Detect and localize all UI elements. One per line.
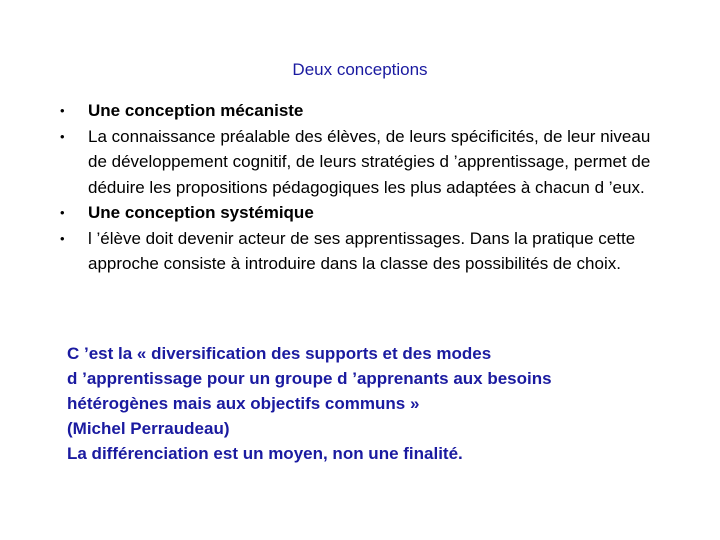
bullet-icon: • — [60, 128, 65, 144]
quote-line: C ’est la « diversification des supports et des modes — [67, 344, 492, 363]
bullet-icon: • — [60, 103, 65, 118]
bullet-icon: • — [60, 230, 65, 246]
bullet-item-eleve — [60, 226, 670, 277]
quote-line: hétérogènes mais aux objectifs communs » — [67, 394, 420, 413]
quote-block — [67, 341, 687, 466]
quote-author: (Michel Perraudeau) — [67, 419, 230, 438]
bullet-icon: • — [60, 205, 65, 220]
bullet-text: Une conception mécaniste — [88, 101, 304, 120]
bullet-list — [60, 98, 670, 277]
bullet-item-mecaniste — [60, 98, 670, 124]
bullet-text: l ’élève doit devenir acteur de ses apprentissages. Dans la pratique cette approche consiste à introduire dans la classe des possibilités de choix. — [88, 228, 636, 273]
quote-conclusion: La différenciation est un moyen, non une finalité. — [67, 444, 463, 463]
bullet-text: Une conception systémique — [88, 203, 314, 222]
slide-title: Deux conceptions — [292, 60, 428, 79]
quote-line: d ’apprentissage pour un groupe d ’apprenants aux besoins — [67, 369, 552, 388]
bullet-item-systemique — [60, 200, 670, 226]
bullet-item-connaissance — [60, 124, 670, 201]
bullet-text: La connaissance préalable des élèves, de leurs spécificités, de leur niveau de développement cognitif, de leurs stratégies d ’apprentissage, permet de déduire les propositions pédagogiques les plus adaptées à chacun d ’eux. — [88, 126, 651, 197]
